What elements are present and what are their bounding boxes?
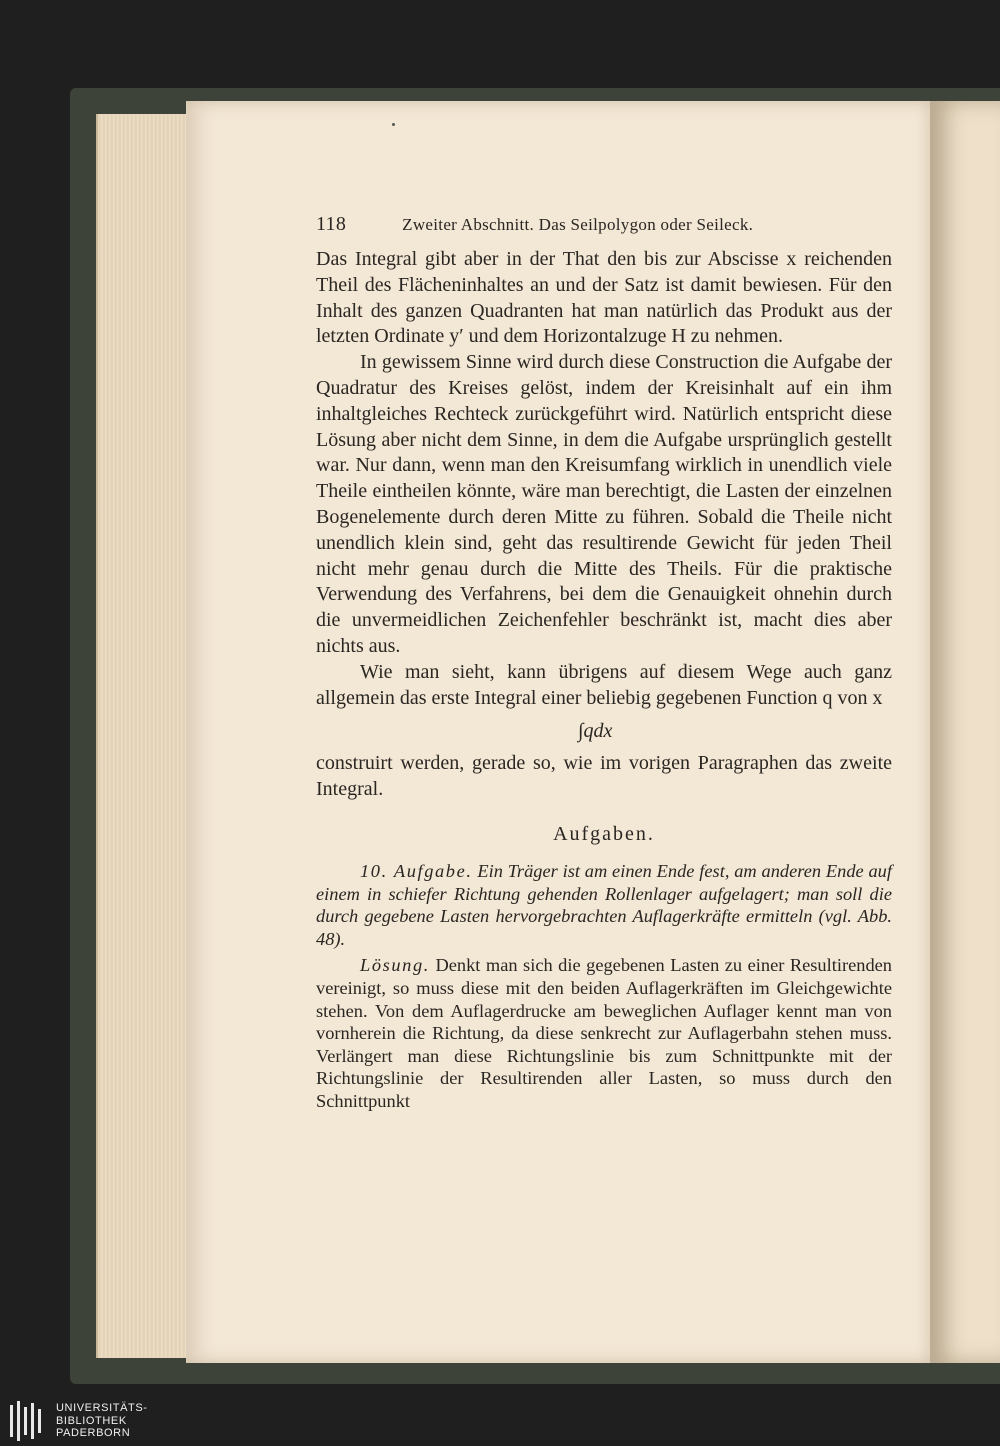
- book-page: [186, 101, 930, 1363]
- library-logo-icon: [6, 1399, 52, 1443]
- running-head: [316, 213, 892, 247]
- task-10: [316, 860, 892, 950]
- paragraph-3: Wie man sieht, kann übrigens auf diesem Wege auch ganz allgemein das erste Integral einer beliebig gegebenen Function q von x: [316, 660, 892, 709]
- task-text: Ein Träger ist am einen Ende fest, am anderen Ende auf einem in schiefer Richtung gehenden Rollenlager aufgelagert; man soll die durch gegebene Lasten hervorgebrachten Auflagerkräfte ermitteln (vgl. Abb. 48).: [316, 860, 892, 949]
- paragraph-2: In gewissem Sinne wird durch diese Construction die Aufgabe der Quadratur des Kreises gelöst, indem der Kreisinhalt auf ein ihm inhaltgleiches Rechteck zurückgeführt wird. Natürlich entspricht diese Lösung aber nicht dem Sinne, in dem die Aufgabe ursprünglich gestellt war. Nur dann, wenn man den Kreisumfang wirklich in unendlich viele Theile eintheilen könnte, wäre man berechtigt, die Lasten der einzelnen Bogenelemente durch deren Mitte zu führen. Sobald die Theile nicht unendlich klein sind, geht das resultirende Gewicht für jeden Theil nicht mehr genau durch die Mitte des Theils. Für die praktische Verwendung des Verfahrens, bei dem die Genauigkeit ohnehin durch die unvermeidlichen Zeichenfehler beschränkt ist, macht dies aber nichts aus.: [316, 351, 892, 657]
- running-head-title: Zweiter Abschnitt. Das Seilpolygon oder Seileck.: [402, 215, 754, 234]
- facing-page-edge: [930, 101, 1000, 1363]
- solution-text: Denkt man sich die gegebenen Lasten zu einer Resultirenden vereinigt, so muss diese mit den beiden Auflagerkräften im Gleichgewichte stehen. Von dem Auflagerdrucke am beweglichen Auflager kennt man von vornherein die Richtung, da diese senkrecht zur Auflagerbahn stehen muss. Verlängert man diese Richtungslinie bis zum Schnittpunkte mit der Richtungslinie der Resultirenden aller Lasten, so muss durch den Schnittpunkt: [316, 955, 892, 1111]
- section-title: Aufgaben.: [553, 822, 655, 845]
- integral-formula: ∫qdx: [578, 720, 613, 743]
- solution: [316, 954, 892, 1112]
- page-speck: [392, 123, 395, 126]
- paragraph-4: construirt werden, gerade so, wie im vorigen Paragraphen das zweite Integral.: [316, 752, 892, 801]
- library-name: UNIVERSITÄTS- BIBLIOTHEK PADERBORN: [56, 1402, 148, 1440]
- task-label: 10. Aufgabe.: [360, 860, 473, 881]
- solution-label: Lösung.: [360, 955, 430, 976]
- page-edges: [96, 114, 190, 1358]
- text-block: [316, 213, 892, 1112]
- paragraph-1: Das Integral gibt aber in der That den bis zur Abscisse x reichenden Theil des Flächeninhaltes an und der Satz ist damit bewiesen. Für den Inhalt des ganzen Quadranten hat man natürlich das Produkt aus der letzten Ordinate y′ und dem Horizontalzuge H zu nehmen.: [316, 248, 892, 348]
- library-logo: [0, 1396, 200, 1446]
- page-number: 118: [316, 213, 347, 235]
